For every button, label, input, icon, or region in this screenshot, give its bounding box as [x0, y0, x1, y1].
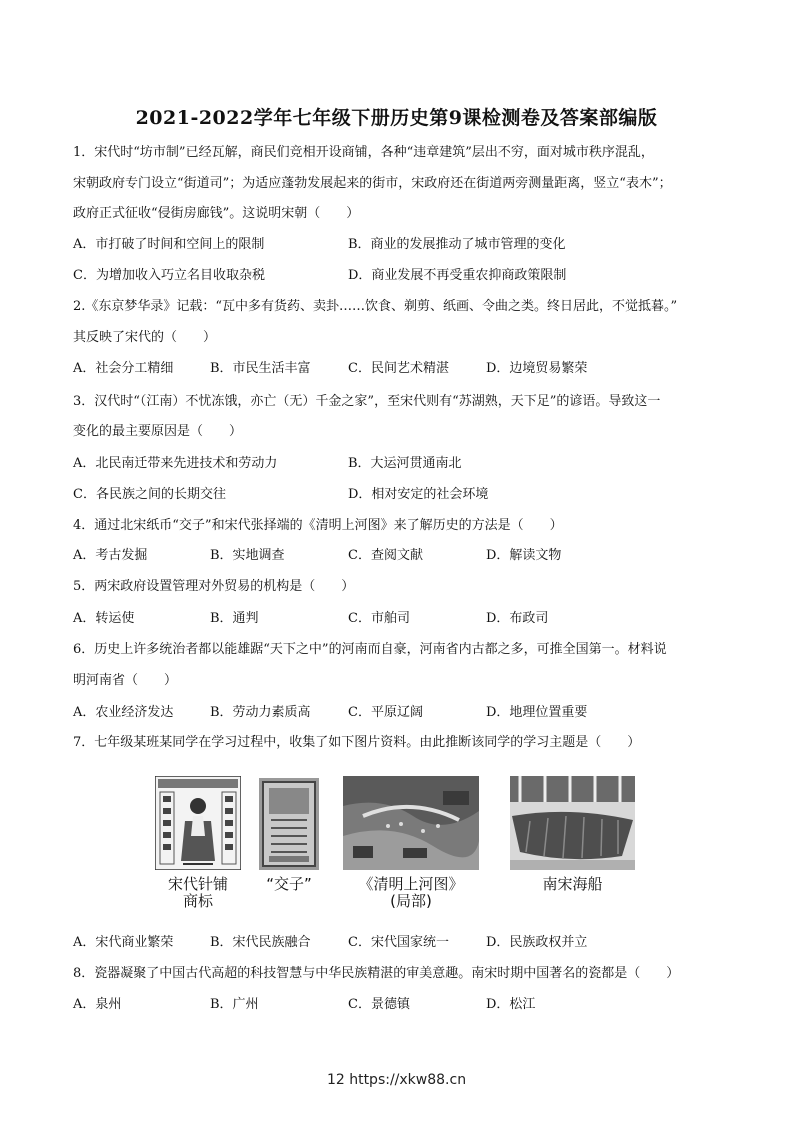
q3-line-2: 变化的最主要原因是（ ）	[73, 424, 243, 439]
q3-option-b: B．大运河贯通南北	[348, 456, 462, 471]
q4-option-c: C．查阅文献	[348, 548, 423, 563]
q2-option-c: C．民间艺术精湛	[348, 361, 449, 376]
caption-needle-shop-1: 宋代针铺	[167, 875, 228, 893]
q1-line-3: 政府正式征收“侵街房廊钱”。这说明宋朝（ ）	[73, 206, 360, 221]
q2-line-2: 其反映了宋代的（ ）	[73, 330, 217, 345]
q8-line-1: 8．瓷器凝聚了中国古代高超的科技智慧与中华民族精湛的审美意趣。南宋时期中国著名的瓷都是（ ）	[73, 966, 680, 981]
q3-option-a: A．北民南迁带来先进技术和劳动力	[73, 456, 278, 471]
q5-line-1: 5．两宋政府设置管理对外贸易的机构是（ ）	[73, 579, 355, 594]
q8-option-a: A．泉州	[73, 997, 122, 1012]
q7-figure	[0, 776, 793, 916]
q2-line-1: 2.《东京梦华录》记载：“瓦中多有货药、卖卦……饮食、剃剪、纸画、令曲之类。终日居此，不觉抵暮。”	[73, 299, 678, 314]
page-footer: 12 https://xkw88.cn	[326, 1072, 467, 1088]
q6-line-1: 6．历史上许多统治者都以能雄踞“天下之中”的河南而自豪，河南省内古都之多，可推全国第一。材料说	[73, 642, 667, 657]
needle-shop-trademark-image	[155, 776, 241, 870]
caption-qingming-1: 《清明上河图》	[358, 875, 464, 893]
q3-option-c: C．各民族之间的长期交往	[73, 487, 226, 502]
q5-option-c: C．市舶司	[348, 611, 410, 626]
caption-needle-shop-2: 商标	[182, 892, 213, 910]
q1-option-d: D．商业发展不再受重农抑商政策限制	[348, 268, 567, 283]
q4-option-a: A．考古发掘	[73, 548, 148, 563]
q3-line-1: 3．汉代时“（江南）不忧冻饿，亦亡（无）千金之家”，至宋代则有“苏湖熟，天下足”的谚语。导致这一	[73, 394, 661, 409]
caption-jiaozi: “交子”	[266, 875, 312, 893]
q1-option-b: B．商业的发展推动了城市管理的变化	[348, 237, 566, 252]
q2-option-b: B．市民生活丰富	[210, 361, 311, 376]
q8-option-d: D．松江	[486, 997, 536, 1012]
q6-line-2: 明河南省（ ）	[73, 673, 178, 688]
sea-ship-image	[510, 776, 635, 870]
q5-option-b: B．通判	[210, 611, 259, 626]
q5-option-d: D．布政司	[486, 611, 549, 626]
q7-option-c: C．宋代国家统一	[348, 935, 449, 950]
q6-option-a: A．农业经济发达	[73, 705, 174, 720]
jiaozi-banknote-image	[259, 778, 319, 870]
q2-option-d: D．边境贸易繁荣	[486, 361, 588, 376]
q8-option-b: B．广州	[210, 997, 259, 1012]
qingming-painting-image	[343, 776, 479, 870]
q7-option-a: A．宋代商业繁荣	[73, 935, 174, 950]
caption-qingming-2: (局部)	[390, 892, 432, 910]
q3-option-d: D．相对安定的社会环境	[348, 487, 489, 502]
q2-option-a: A．社会分工精细	[73, 361, 174, 376]
q1-option-c: C．为增加收入巧立名目收取杂税	[73, 268, 265, 283]
q4-line-1: 4．通过北宋纸币“交子”和宋代张择端的《清明上河图》来了解历史的方法是（ ）	[73, 518, 563, 533]
q1-option-a: A．市打破了时间和空间上的限制	[73, 237, 265, 252]
q6-option-b: B．劳动力素质高	[210, 705, 311, 720]
page-title: 2021-2022学年七年级下册历史第9课检测卷及答案部编版	[135, 107, 658, 129]
q4-option-d: D．解读文物	[486, 548, 562, 563]
q1-line-2: 宋朝政府专门设立“街道司”；为适应蓬勃发展起来的街市，宋政府还在街道两旁测量距离，竖立“表木”；	[73, 176, 672, 191]
q4-option-b: B．实地调查	[210, 548, 285, 563]
q5-option-a: A．转运使	[73, 611, 135, 626]
q1-line-1: 1．宋代时“坊市制”已经瓦解，商民们竞相开设商铺，各种“违章建筑”层出不穷，面对城市秩序混乱，	[73, 145, 654, 160]
q6-option-c: C．平原辽阔	[348, 705, 423, 720]
q7-option-b: B．宋代民族融合	[210, 935, 311, 950]
q7-option-d: D．民族政权并立	[486, 935, 588, 950]
caption-sea-ship: 南宋海船	[542, 875, 603, 893]
q8-option-c: C．景德镇	[348, 997, 410, 1012]
q6-option-d: D．地理位置重要	[486, 705, 588, 720]
q7-line-1: 7．七年级某班某同学在学习过程中，收集了如下图片资料。由此推断该同学的学习主题是（ ）	[73, 735, 641, 750]
